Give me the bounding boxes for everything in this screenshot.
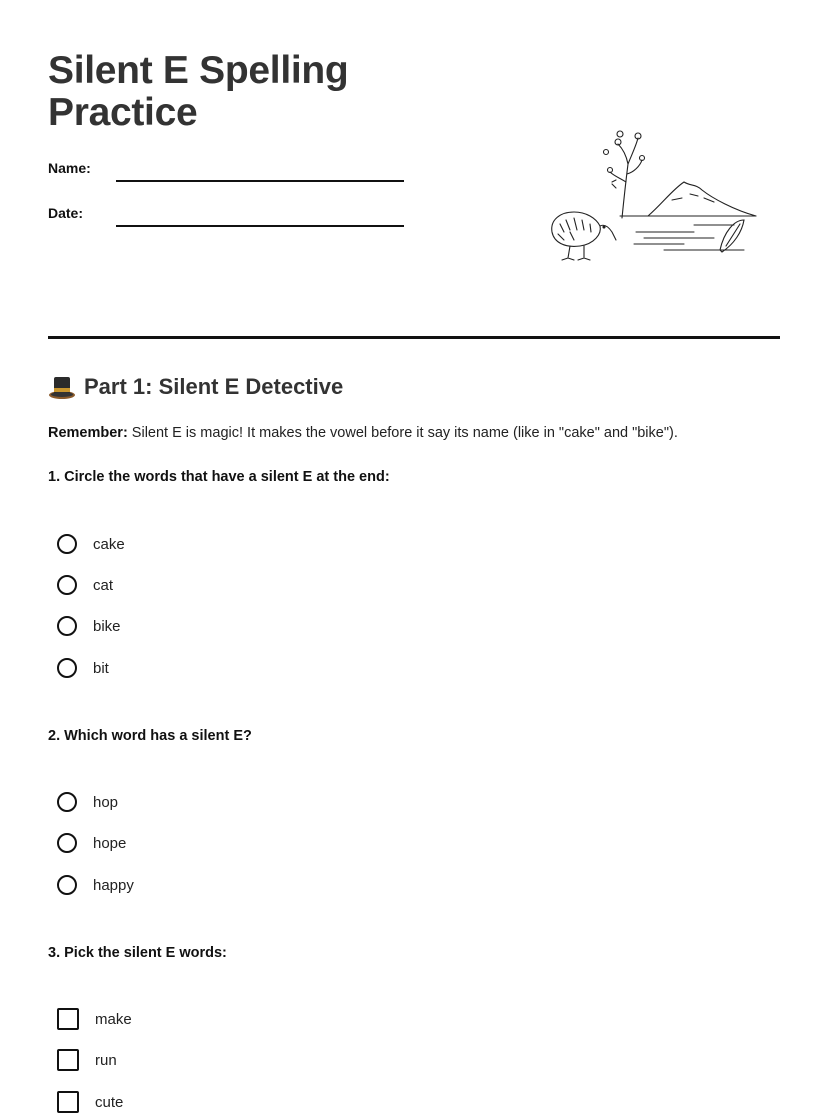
date-label: Date: [48,205,84,221]
checkbox[interactable] [57,1049,79,1071]
q3-option-run[interactable] [57,1047,117,1073]
radio-button[interactable] [57,575,77,595]
q1-option-bit[interactable] [57,655,109,681]
q1-option-bike[interactable] [57,613,121,639]
q2-option-hope[interactable] [57,830,126,856]
option-label: bike [93,617,121,635]
checkbox[interactable] [57,1008,79,1030]
q2-option-hop[interactable] [57,789,118,815]
option-label: make [95,1010,132,1028]
top-hat-icon [48,374,76,400]
q3-option-cute[interactable] [57,1089,123,1115]
question-1-prompt: 1. Circle the words that have a silent E at the end: [48,469,390,485]
q3-option-make[interactable] [57,1006,132,1032]
option-label: hop [93,793,119,811]
option-label: hope [93,834,127,852]
question-2-prompt: 2. Which word has a silent E? [48,728,252,744]
section-title: Part 1: Silent E Detective [84,374,344,399]
q1-option-cat[interactable] [57,572,113,598]
option-label: run [95,1051,117,1069]
date-field[interactable] [116,225,404,227]
section-heading [48,374,343,400]
option-label: cat [93,576,114,594]
question-3-prompt: 3. Pick the silent E words: [48,945,227,961]
q1-option-cake[interactable] [57,531,125,557]
remember-text: Silent E is magic! It makes the vowel before it say its name (like in "cake" and "bike"). [127,425,678,441]
section-divider [48,336,780,339]
radio-button[interactable] [57,833,77,853]
radio-button[interactable] [57,534,77,554]
radio-button[interactable] [57,658,77,678]
option-label: cake [93,535,125,553]
q2-option-happy[interactable] [57,872,134,898]
option-label: bit [93,659,109,677]
radio-button[interactable] [57,792,77,812]
radio-button[interactable] [57,875,77,895]
name-label: Name: [48,160,91,176]
option-label: happy [93,876,134,894]
option-label: cute [95,1093,124,1111]
name-field[interactable] [116,180,404,182]
page-title: Silent E Spelling Practice [48,49,349,134]
checkbox[interactable] [57,1091,79,1113]
radio-button[interactable] [57,616,77,636]
remember-note [48,425,678,441]
remember-label: Remember: [48,425,128,441]
kiwi-landscape-illustration [544,128,760,268]
